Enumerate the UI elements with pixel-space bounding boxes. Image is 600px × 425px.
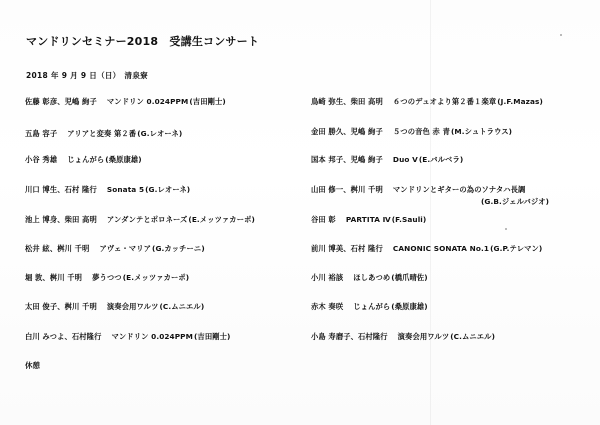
piece-title: じょんがら [67,155,105,164]
piece-title: Sonata 5 [106,185,145,194]
composer: (E.メッツァカーポ) [188,215,255,224]
composer: (吉田剛士) [189,97,226,106]
composer: (F.Sauli) [391,215,427,224]
performers: 佐藤 彰彦、児嶋 絢子 [25,97,97,106]
program-entry [311,127,512,137]
piece-title: 演奏会用ワルツ [397,332,450,341]
program-entry [25,273,189,283]
composer: (吉田剛士) [193,332,231,341]
program-entry [311,215,426,225]
piece-title: 演奏会用ワルツ [106,302,159,311]
program-entry [25,185,190,195]
composer: (G.レオーネ) [137,129,183,138]
piece-title: Duo V [392,155,418,164]
performers: 白川 みつよ、石村隆行 [25,332,102,341]
scan-artifact-dot [560,34,562,36]
piece-title: CANONIC SONATA No.1 [392,244,490,253]
piece-title: ６つのデュオより第２番１楽章 [392,97,497,106]
performers: 松井 絃、桝川 千明 [25,244,90,253]
program-entry [311,273,428,283]
performers: 前川 博美、石村 隆行 [311,244,383,253]
composer: (G.レオーネ) [145,185,191,194]
composer: (G.B.ジェルバジオ) [481,197,550,206]
composer: (J.F.Mazas) [497,97,543,106]
piece-title: アヴェ・マリア [99,244,152,253]
composer: (G.P.テレマン) [490,244,543,253]
program-entry [25,332,230,342]
piece-title: マンドリンとギターの為のソナタハ長調 [392,185,526,194]
piece-title: マンドリン 0.024PPM [106,97,189,106]
composer: (E.メッツァカーポ) [122,273,190,282]
performers: 五島 容子 [25,129,58,138]
performers: 赤木 奏咲 [311,302,344,311]
program-entry [25,97,226,107]
document-title: マンドリンセミナー2018 受講生コンサート [26,35,260,48]
piece-title: アリアと変奏 第２番 [67,129,137,138]
composer: (C.ムニエル) [450,332,496,341]
composer: (G.カッチーニ) [152,244,205,253]
performers: 池上 博身、柴田 高明 [25,215,97,224]
program-entry [25,244,205,254]
scan-artifact-dot [505,228,507,230]
performers: 堀 敦、桝川 千明 [25,273,83,282]
performers: 谷田 彰 [311,215,336,224]
scan-artifact-line [430,0,431,425]
program-entry [25,129,182,139]
program-entry [25,302,204,312]
program-entry [311,302,428,312]
program-entry [311,185,550,206]
composer: (C.ムニエル) [159,302,205,311]
program-entry [311,155,463,165]
performers: 金田 勝久、児嶋 絢子 [311,127,383,136]
program-entry [311,97,543,107]
piece-title: ５つの音色 赤 青 [392,127,450,136]
composer: (桑原康雄) [391,302,428,311]
piece-title: じょんがら [353,302,391,311]
performers: 鳥崎 弥生、柴田 高明 [311,97,383,106]
performers: 小谷 秀雄 [25,155,58,164]
composer: (橋爪晴佐) [391,273,428,282]
performers: 太田 俊子、桝川 千明 [25,302,97,311]
performers: 山田 修一、桝川 千明 [311,185,383,194]
performers: 小島 寿磨子、石村隆行 [311,332,388,341]
intermission-label: 休憩 [25,361,40,370]
performers: 国本 邦子、児嶋 絢子 [311,155,383,164]
piece-title: PARTITA Ⅳ [345,215,391,224]
concert-date-venue: 2018 年 9 月 9 日（日） 清泉寮 [26,71,148,80]
program-entry [311,244,542,254]
piece-title: マンドリン 0.024PPM [111,332,193,341]
composer: (M.シュトラウス) [450,127,513,136]
piece-title: アンダンテとポロネーズ [106,215,188,224]
composer: (桑原康雄) [105,155,142,164]
composer: (E.バルベラ) [418,155,464,164]
program-entry [25,215,255,225]
performers: 小川 裕該 [311,273,344,282]
performers: 川口 博生、石村 隆行 [25,185,97,194]
piece-title: 夢うつつ [92,273,122,282]
program-entry [25,155,142,165]
piece-title: ほしあつめ [353,273,391,282]
program-entry [311,332,495,342]
